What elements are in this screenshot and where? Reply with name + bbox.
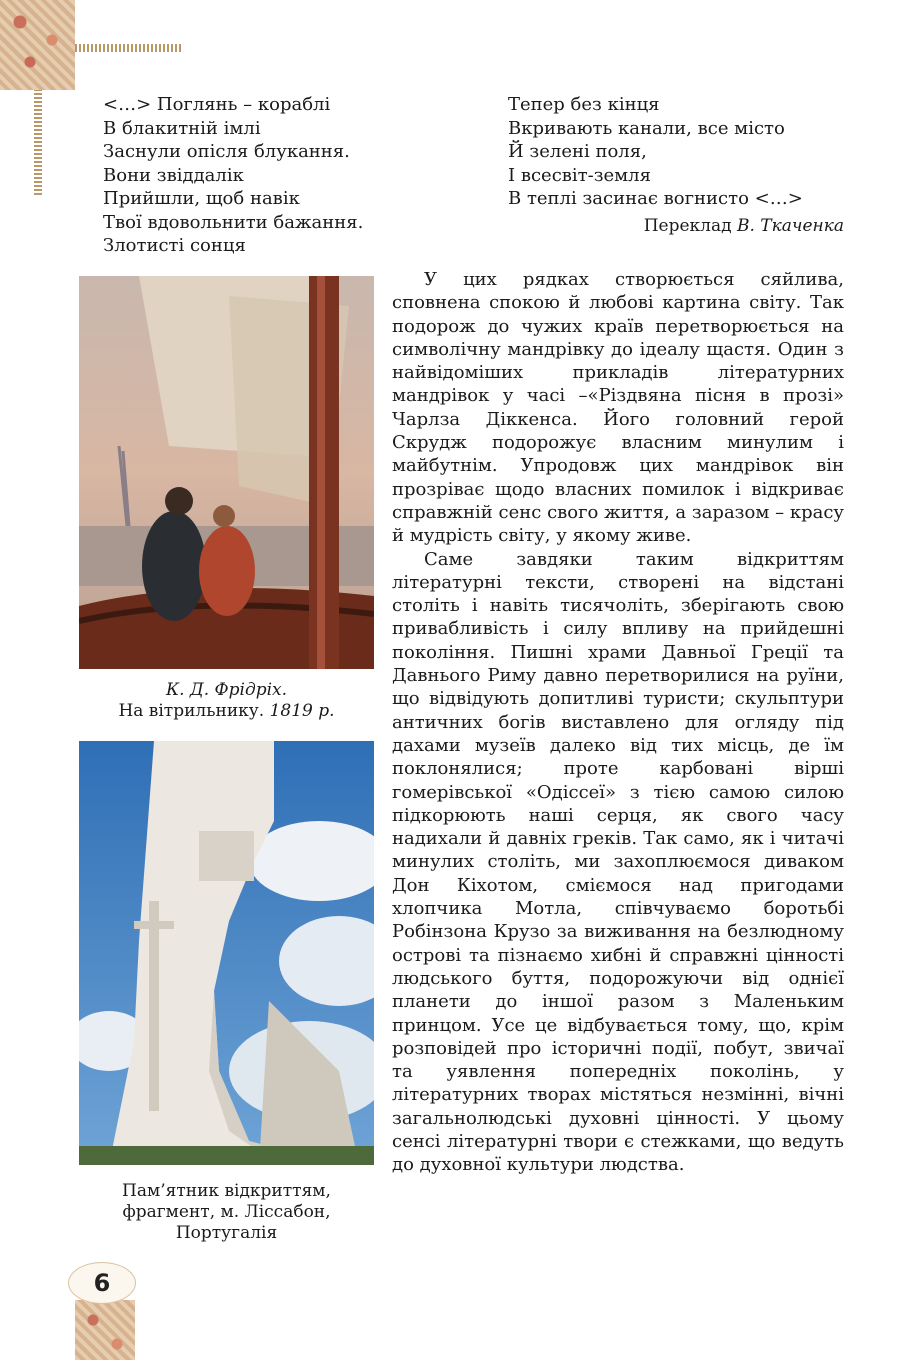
- caption-author: К. Д. Фрідріх.: [165, 680, 288, 700]
- poem-line: В теплі засинає вогнисто <…>: [508, 188, 803, 209]
- page-number: 6: [93, 1269, 111, 1297]
- translator-name: В. Ткаченка: [736, 216, 844, 236]
- poem-line: Вкривають канали, все місто: [508, 117, 785, 139]
- ornament-dotted-line-horizontal: [75, 44, 183, 52]
- poem-line: <…> Поглянь – кораблі: [103, 94, 331, 115]
- poem-line: Й зелені поля,: [508, 141, 647, 162]
- corner-ornament-top: [0, 0, 75, 90]
- caption-line: Португалія: [175, 1223, 278, 1243]
- poem-left-column: [103, 93, 363, 258]
- caption-year: 1819 р.: [269, 701, 335, 721]
- translation-credit: [508, 216, 844, 236]
- photo-monument-lisbon: [79, 741, 374, 1165]
- poem-line: Заснули опісля блукання.: [103, 141, 350, 162]
- caption-painting: [79, 680, 374, 722]
- poem-line: В блакитній імлі: [103, 117, 261, 139]
- poem-line: Твої вдовольнити бажання.: [103, 211, 364, 233]
- caption-title-line: [79, 701, 374, 722]
- page-number-badge: [68, 1262, 136, 1304]
- poem-line: Вони звіддалік: [103, 164, 244, 186]
- paragraph: Саме завдяки таким відкриттям літературні тексти, створені на відстані століть і навіть тисячоліть, зберігають свою привабливість і силу впливу на прийдешні покоління. Пишні храми Давньої Греції та Давнього Риму давно перетворилися на руїни, що відвідують допитливі туристи; скульптури античних богів виставлено для огляду під дахами музеїв далеко від тих місць, де їм поклонялися; проте карбовані вірші гомерівської «Одіссеї» з тією самою силою підкорюють наші серця, як свого часу надихали й давніх греків. Так само, як і читачі минулих століть, ми захоплюємося диваком Дон Кіхотом, сміємося над пригодами хлопчика Мотла, співчуваємо боротьбі Робінзона Крузо за виживання на безлюдному острові та пізнаємо хибні й справжні цінності людського буття, подорожуючи від однієї планети до іншої разом з Маленьким принцом. Усе це відбувається тому, що, крім розповідей про історичні події, побут, звичаї та уявлення попередніх поколінь, у літературних творах містяться незмінні, вічні загальнолюдські духовні цінності. У цьому сенсі літературні твори є стежками, що ведуть до духовної культури людства.: [392, 548, 844, 1176]
- poem-line: Злотисті сонця: [103, 235, 246, 256]
- corner-ornament-bottom: [75, 1300, 135, 1360]
- poem-line: Прийшли, щоб навік: [103, 188, 300, 209]
- caption-line: фрагмент, м. Ліссабон,: [122, 1202, 331, 1222]
- caption-line: Пам’ятник відкриттям,: [122, 1181, 331, 1201]
- caption-title: На вітрильнику.: [118, 701, 270, 721]
- paragraph: У цих рядках створюється сяйлива, сповнена спокою й любові картина світу. Так подорож до чужих країв перетворюється на символічну мандрівку до ідеалу щастя. Один з найвідоміших прикладів літературних мандрівок у часі –«Різдвяна пісня в прозі» Чарлза Діккенса. Його головний герой Скрудж подорожує власним минулим і майбутнім. Упродовж цих мандрівок він прозріває щодо власних помилок і відкриває справжній сенс свого життя, а заразом – красу й мудрість світу, у якому живе.: [392, 269, 844, 547]
- poem-right-column: [508, 93, 803, 211]
- translation-prefix: Переклад: [643, 216, 737, 236]
- main-text: [392, 268, 844, 1177]
- painting-on-sailboat: [79, 276, 374, 669]
- poem-line: Тепер без кінця: [508, 94, 660, 115]
- ornament-dotted-line-vertical: [34, 90, 42, 195]
- poem-line: І всесвіт-земля: [508, 164, 651, 186]
- caption-monument: [79, 1181, 374, 1244]
